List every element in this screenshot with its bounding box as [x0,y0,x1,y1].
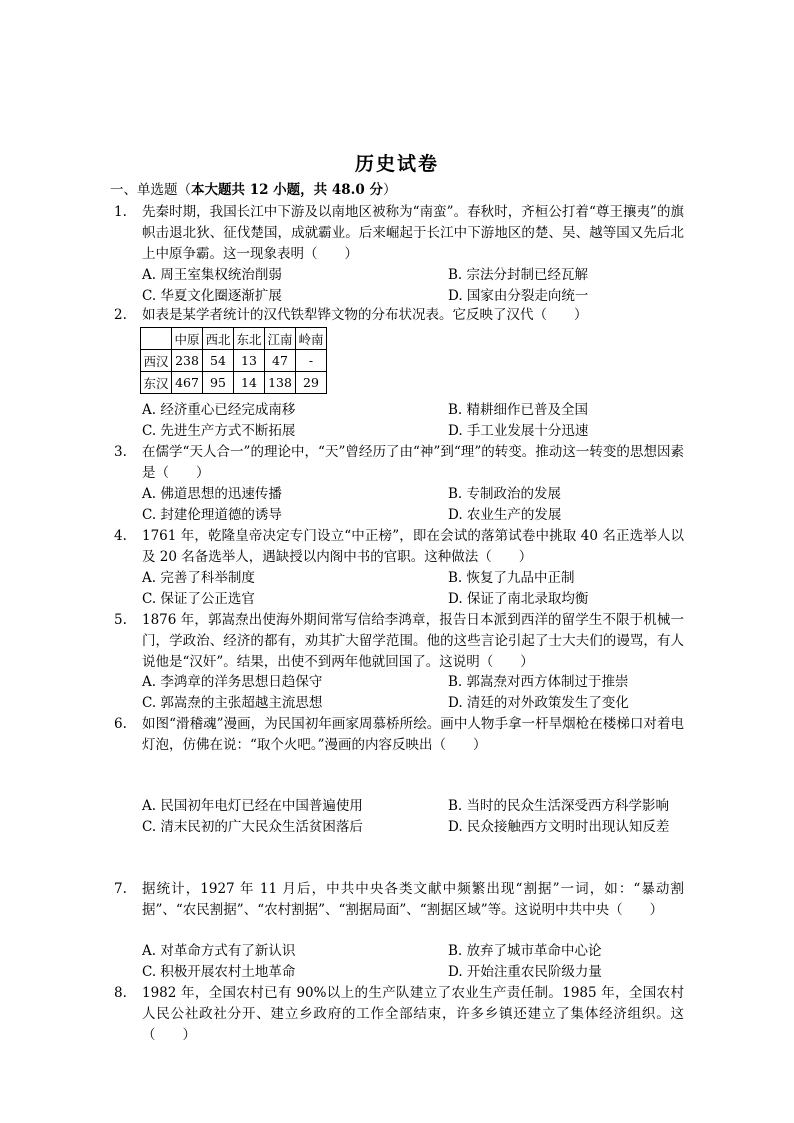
table-row [141,372,327,394]
option-b[interactable]: B. 郭嵩焘对西方体制过于推崇 [448,674,629,690]
question-number: 5. [114,612,127,628]
table-cell: 14 [234,372,265,394]
question-number: 8. [114,985,127,1001]
section-bold: 本大题共 12 小题，共 48.0 分 [191,182,383,198]
question-7 [114,879,684,921]
option-c[interactable]: C. 封建伦理道德的诱导 [142,507,282,523]
section-suffix: ） [382,182,397,198]
section-heading [110,182,396,198]
question-6 [114,714,684,756]
question-number: 7. [114,881,127,897]
question-1 [114,202,684,265]
option-b[interactable]: B. 当时的民众生活深受西方科学影响 [448,798,670,814]
option-d[interactable]: D. 农业生产的发展 [448,507,562,523]
option-d[interactable]: D. 保证了南北录取均衡 [448,591,589,607]
table-cell: 467 [172,372,203,394]
option-c[interactable]: C. 华夏文化圈逐渐扩展 [142,288,282,304]
question-text: 1876 年，郭嵩焘出使海外期间常写信给李鸿章，报告日本派到西洋的留学生不限于机械一门，学政治、经济的都有，劝其扩大留学范围。他的这些言论引起了士大夫们的谩骂，有人说他是“汉奸”。结果，出使不到两年他就回国了。这说明（ ） [142,612,684,670]
question-5 [114,610,684,673]
table-cell: 29 [296,372,327,394]
question-number: 2. [114,307,127,323]
question-4 [114,526,684,568]
option-b[interactable]: B. 恢复了九品中正制 [448,570,575,586]
option-b[interactable]: B. 放弃了城市革命中心论 [448,943,602,959]
option-c[interactable]: C. 积极开展农村土地革命 [142,964,296,980]
option-b[interactable]: B. 精耕细作已普及全国 [448,402,589,418]
question-text: 1761 年，乾隆皇帝决定专门设立“中正榜”，即在会试的落第试卷中挑取 40 名正选举人以及 20 名备选举人，遇缺授以内阁中书的官职。这种做法（ ） [142,528,684,565]
distribution-table [140,327,327,394]
option-d[interactable]: D. 国家由分裂走向统一 [448,288,589,304]
question-number: 3. [114,444,127,460]
options-1 [142,265,692,307]
table-cell: - [296,350,327,372]
table-cell: 54 [203,350,234,372]
options-5 [142,672,692,714]
question-number: 6. [114,716,127,732]
option-b[interactable]: B. 专制政治的发展 [448,486,562,502]
question-text: 据统计，1927 年 11 月后，中共中央各类文献中频繁出现“割据”一词，如：“暴动割据”、“农民割据”、“农村割据”、“割据局面”、“割据区域”等。这说明中共中央（ ） [142,881,684,918]
options-7 [142,941,692,983]
option-c[interactable]: C. 郭嵩焘的主张超越主流思想 [142,695,323,711]
table-cell: 238 [172,350,203,372]
table-header: 西北 [203,328,234,350]
table-header: 东北 [234,328,265,350]
option-c[interactable]: C. 先进生产方式不断拓展 [142,423,296,439]
option-a[interactable]: A. 佛道思想的迅速传播 [142,486,282,502]
section-prefix: 一、单选题（ [110,182,191,198]
table-header: 中原 [172,328,203,350]
options-3 [142,484,692,526]
question-text: 如表是某学者统计的汉代铁犁铧文物的分布状况表。它反映了汉代（ ） [142,307,588,323]
option-a[interactable]: A. 经济重心已经完成南移 [142,402,296,418]
table-cell: 47 [265,350,296,372]
option-a[interactable]: A. 对革命方式有了新认识 [142,943,296,959]
table-row [141,350,327,372]
table-header [141,328,172,350]
page-title: 历史试卷 [354,153,439,175]
question-2 [114,305,684,326]
table-cell: 东汉 [141,372,172,394]
table-cell: 西汉 [141,350,172,372]
option-d[interactable]: D. 手工业发展十分迅速 [448,423,589,439]
table-header: 江南 [265,328,296,350]
question-text: 先秦时期，我国长江中下游及以南地区被称为“南蛮”。春秋时，齐桓公打着“尊王攘夷”的旗帜击退北狄、征伐楚国，成就霸业。后来崛起于长江中下游地区的楚、吴、越等国又先后北上中原争霸。这一现象表明（ ） [142,204,684,262]
option-d[interactable]: D. 民众接触西方文明时出现认知反差 [448,819,670,835]
question-8 [114,983,684,1046]
option-a[interactable]: A. 完善了科举制度 [142,570,255,586]
option-a[interactable]: A. 周王室集权统治削弱 [142,267,282,283]
question-text: 1982 年，全国农村已有 90%以上的生产队建立了农业生产责任制。1985 年，全国农村人民公社政社分开、建立乡政府的工作全部结束，许多乡镇还建立了集体经济组织。这（ ） [142,985,684,1043]
table-header: 岭南 [296,328,327,350]
table-header-row [141,328,327,350]
question-3 [114,442,684,484]
question-number: 1. [114,204,127,220]
options-2 [142,400,692,442]
option-a[interactable]: A. 民国初年电灯已经在中国普遍使用 [142,798,363,814]
option-a[interactable]: A. 李鸿章的洋务思想日趋保守 [142,674,323,690]
option-d[interactable]: D. 开始注重农民阶级力量 [448,964,602,980]
options-4 [142,568,692,610]
question-text: 如图“滑稽魂”漫画，为民国初年画家周慕桥所绘。画中人物手拿一杆旱烟枪在楼梯口对着电灯泡，仿佛在说：“取个火吧。”漫画的内容反映出（ ） [142,716,684,753]
table-cell: 95 [203,372,234,394]
option-d[interactable]: D. 清廷的对外政策发生了变化 [448,695,629,711]
option-b[interactable]: B. 宗法分封制已经瓦解 [448,267,589,283]
options-6 [142,796,692,838]
table-cell: 13 [234,350,265,372]
option-c[interactable]: C. 清末民初的广大民众生活贫困落后 [142,819,363,835]
question-number: 4. [114,528,127,544]
option-c[interactable]: C. 保证了公正选官 [142,591,255,607]
question-text: 在儒学“天人合一”的理论中，“天”曾经历了由“神”到“理”的转变。推动这一转变的思想因素是（ ） [142,444,684,481]
table-cell: 138 [265,372,296,394]
